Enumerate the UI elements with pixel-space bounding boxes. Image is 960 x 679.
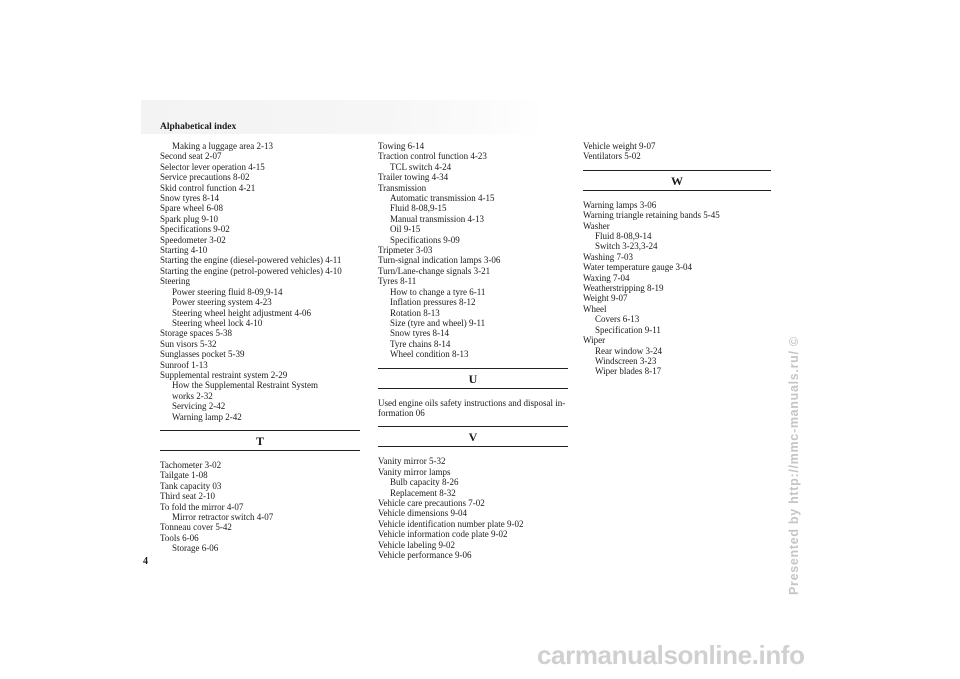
index-entry: Transmission xyxy=(378,182,427,193)
index-entry: Vehicle care precautions 7-02 xyxy=(378,497,485,508)
index-entry: Traction control function 4-23 xyxy=(378,151,487,162)
index-entry: Turn/Lane-change signals 3-21 xyxy=(378,265,491,276)
index-entry: Storage spaces 5-38 xyxy=(160,328,232,339)
index-subentry: Tyre chains 8-14 xyxy=(390,338,451,349)
entry-list xyxy=(160,141,360,422)
index-entry: Spare wheel 6-08 xyxy=(160,203,223,214)
index-entry: Ventilators 5-02 xyxy=(583,151,641,162)
index-subentry: Rear window 3-24 xyxy=(595,345,662,356)
index-entry: Second seat 2-07 xyxy=(160,151,222,162)
index-entry: Third seat 2-10 xyxy=(160,491,215,502)
entry-list xyxy=(583,200,771,377)
index-subentry: How the Supplemental Restraint System xyxy=(172,380,318,391)
index-subentry: Warning lamp 2-42 xyxy=(172,411,242,422)
page-number: 4 xyxy=(143,556,148,567)
index-subentry: works 2-32 xyxy=(172,390,213,401)
index-entry: Weight 9-07 xyxy=(583,293,628,304)
section-letter-t: T xyxy=(160,430,360,451)
index-subentry: Power steering fluid 8-09,9-14 xyxy=(172,286,283,297)
index-subentry: Automatic transmission 4-15 xyxy=(390,193,495,204)
index-subentry: Switch 3-23,3-24 xyxy=(595,241,658,252)
index-subentry: TCL switch 4-24 xyxy=(390,161,452,172)
index-entry: Tonneau cover 5-42 xyxy=(160,522,232,533)
index-entry: Tripmeter 3-03 xyxy=(378,245,433,256)
index-entry: Sunglasses pocket 5-39 xyxy=(160,349,245,360)
index-entry: Sun visors 5-32 xyxy=(160,338,217,349)
index-entry: Tank capacity 03 xyxy=(160,480,222,491)
index-entry: Vehicle labeling 9-02 xyxy=(378,539,455,550)
index-subentry: Making a luggage area 2-13 xyxy=(172,141,273,151)
index-subentry: Fluid 8-08,9-14 xyxy=(595,231,652,242)
index-subentry: Oil 9-15 xyxy=(390,224,421,235)
index-entry: Speedometer 3-02 xyxy=(160,234,226,245)
index-entry: Vanity mirror lamps xyxy=(378,466,451,477)
index-entry: Service precautions 8-02 xyxy=(160,172,250,183)
index-entry: Water temperature gauge 3-04 xyxy=(583,262,692,273)
index-entry: Waxing 7-04 xyxy=(583,272,630,283)
index-entry: Used engine oils safety instructions and disposal in-formation 06 xyxy=(378,397,566,418)
index-subentry: Power steering system 4-23 xyxy=(172,297,272,308)
index-entry: Tools 6-06 xyxy=(160,532,199,543)
index-subentry: Servicing 2-42 xyxy=(172,401,226,412)
watermark-text: carmanualsonline.info xyxy=(537,640,805,670)
index-subentry: Covers 6-13 xyxy=(595,314,640,325)
index-subentry: How to change a tyre 6-11 xyxy=(390,286,486,297)
index-entry: Starting the engine (petrol-powered vehicles) 4-10 xyxy=(160,265,342,276)
index-entry: Vehicle weight 9-07 xyxy=(583,141,656,151)
index-entry: Starting 4-10 xyxy=(160,245,208,256)
index-entry: Selector lever operation 4-15 xyxy=(160,161,265,172)
entry-list xyxy=(378,141,568,360)
index-entry: Weatherstripping 8-19 xyxy=(583,283,664,294)
entry-list xyxy=(378,398,568,419)
index-subentry: Wiper blades 8-17 xyxy=(595,366,662,377)
index-entry: Tyres 8-11 xyxy=(378,276,417,287)
index-entry: Skid control function 4-21 xyxy=(160,182,256,193)
index-subentry: Steering wheel height adjustment 4-06 xyxy=(172,307,311,318)
entry-list xyxy=(583,141,771,162)
index-subentry: Specification 9-11 xyxy=(595,324,661,335)
index-entry: Trailer towing 4-34 xyxy=(378,172,449,183)
index-entry: Vehicle dimensions 9-04 xyxy=(378,508,467,519)
index-entry: Supplemental restraint system 2-29 xyxy=(160,369,288,380)
index-entry: Towing 6-14 xyxy=(378,141,425,151)
index-entry: Vehicle identification number plate 9-02 xyxy=(378,518,524,529)
entry-list xyxy=(160,460,360,554)
side-credit-text: Presented by http://mmc-manuals.ru/ © xyxy=(787,336,801,595)
index-subentry: Wheel condition 8-13 xyxy=(390,349,469,360)
index-entry: Starting the engine (diesel-powered vehicles) 4-11 xyxy=(160,255,342,266)
index-subentry: Inflation pressures 8-12 xyxy=(390,297,476,308)
index-entry: Turn-signal indication lamps 3-06 xyxy=(378,255,501,266)
index-entry: Spark plug 9-10 xyxy=(160,213,218,224)
index-entry: Vehicle information code plate 9-02 xyxy=(378,529,508,540)
index-entry: Washing 7-03 xyxy=(583,251,634,262)
index-entry: Wheel xyxy=(583,303,607,314)
index-entry: Specifications 9-02 xyxy=(160,224,230,235)
index-column-3 xyxy=(583,141,771,377)
index-entry: To fold the mirror 4-07 xyxy=(160,501,244,512)
index-entry: Washer xyxy=(583,220,610,231)
index-subentry: Size (tyre and wheel) 9-11 xyxy=(390,317,486,328)
index-subentry: Steering wheel lock 4-10 xyxy=(172,317,263,328)
index-entry: Vanity mirror 5-32 xyxy=(378,456,446,467)
index-column-1 xyxy=(160,141,360,554)
index-subentry: Bulb capacity 8-26 xyxy=(390,477,459,488)
index-subentry: Replacement 8-32 xyxy=(390,487,456,498)
index-entry: Warning triangle retaining bands 5-45 xyxy=(583,210,720,221)
index-subentry: Storage 6-06 xyxy=(172,543,219,554)
index-subentry: Windscreen 3-23 xyxy=(595,355,657,366)
index-subentry: Manual transmission 4-13 xyxy=(390,213,484,224)
section-letter-u: U xyxy=(378,368,568,389)
index-subentry: Mirror retractor switch 4-07 xyxy=(172,512,274,522)
index-entry: Sunroof 1-13 xyxy=(160,359,208,370)
index-entry: Snow tyres 8-14 xyxy=(160,193,219,204)
index-entry: Tailgate 1-08 xyxy=(160,470,208,481)
entry-list xyxy=(378,456,568,560)
index-entry: Steering xyxy=(160,276,190,287)
section-letter-v: V xyxy=(378,426,568,447)
index-subentry: Rotation 8-13 xyxy=(390,307,440,318)
section-letter-w: W xyxy=(583,170,771,191)
index-subentry: Specifications 9-09 xyxy=(390,234,460,245)
index-entry: Wiper xyxy=(583,335,606,346)
index-entry: Vehicle performance 9-06 xyxy=(378,550,472,560)
index-entry: Tachometer 3-02 xyxy=(160,459,222,470)
index-subentry: Fluid 8-08,9-15 xyxy=(390,203,447,214)
index-entry: Warning lamps 3-06 xyxy=(583,199,657,210)
page-title: Alphabetical index xyxy=(160,122,237,132)
index-subentry: Snow tyres 8-14 xyxy=(390,328,449,339)
index-column-2 xyxy=(378,141,568,560)
